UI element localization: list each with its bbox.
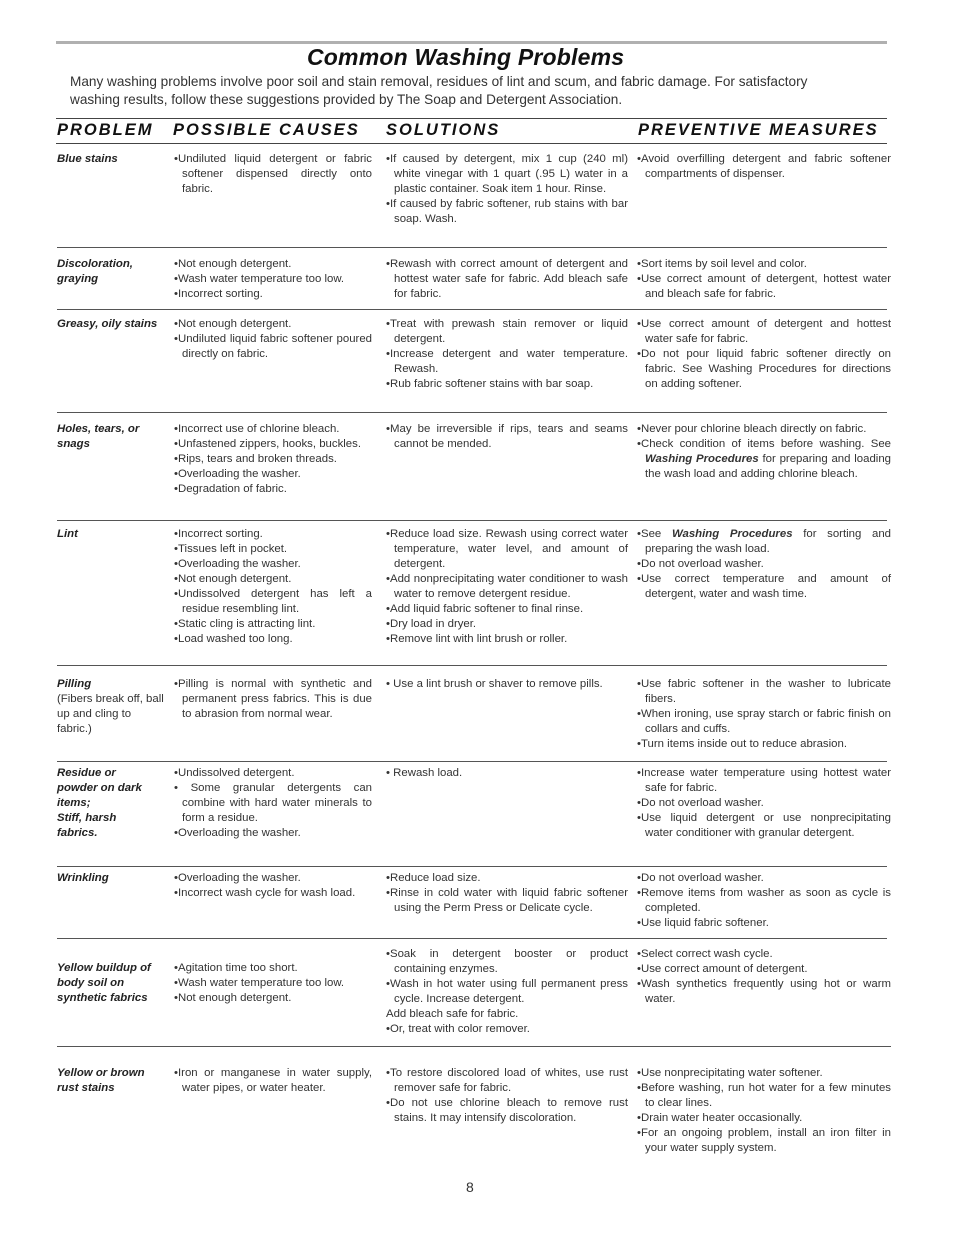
- preventive-item: • Sort items by soil level and color.: [637, 257, 891, 272]
- solutions-cell: [386, 1066, 628, 1126]
- preventive-cell: [637, 257, 891, 302]
- page-number: 8: [466, 1179, 474, 1195]
- preventive-cell: [637, 871, 891, 931]
- cause-item: • Tissues left in pocket.: [174, 542, 372, 557]
- cause-item: • Unfastened zippers, hooks, buckles.: [174, 437, 372, 452]
- preventive-text: Check condition of items before washing. See: [641, 438, 891, 450]
- preventive-item: • Use liquid detergent or use nonprecipitating water conditioner with granular detergent.: [637, 811, 891, 841]
- solution-item: • Rewash with correct amount of detergent and hottest water safe for fabric. Add bleach safe for fabric.: [386, 257, 628, 302]
- header-preventive-measures: PREVENTIVE MEASURES: [638, 121, 879, 139]
- preventive-item: • Use correct amount of detergent, hottest water and bleach safe for fabric.: [637, 272, 891, 302]
- solution-item: • Rinse in cold water with liquid fabric softener using the Perm Press or Delicate cycle.: [386, 886, 628, 916]
- problem-name: items;: [57, 797, 91, 809]
- cause-item: • Incorrect sorting.: [174, 287, 372, 302]
- preventive-cell: [637, 1066, 891, 1156]
- preventive-item: • Do not pour liquid fabric softener directly on fabric. See Washing Procedures for directions on adding softener.: [637, 347, 891, 392]
- solution-item: • Treat with prewash stain remover or liquid detergent.: [386, 317, 628, 347]
- problem-cell: [57, 961, 169, 1006]
- preventive-item: • Wash synthetics frequently using hot or warm water.: [637, 977, 891, 1007]
- preventive-item: • Increase water temperature using hottest water safe for fabric.: [637, 766, 891, 796]
- cause-item: • Incorrect wash cycle for wash load.: [174, 886, 372, 901]
- row-divider: [57, 761, 887, 762]
- row-divider: [57, 309, 887, 310]
- problem-name: Lint: [57, 528, 78, 540]
- preventive-item: • Do not overload washer.: [637, 557, 891, 572]
- row-divider: [57, 866, 887, 867]
- preventive-cell: [637, 422, 891, 482]
- solution-item: • Reduce load size. Rewash using correct water temperature, water level, and amount of detergent.: [386, 527, 628, 572]
- problem-name: Blue stains: [57, 153, 118, 165]
- cause-item: • Static cling is attracting lint.: [174, 617, 372, 632]
- preventive-item: [637, 437, 891, 482]
- preventive-item: • Never pour chlorine bleach directly on fabric.: [637, 422, 891, 437]
- cause-item: • Overloading the washer.: [174, 871, 372, 886]
- solution-item: Add bleach safe for fabric.: [386, 1008, 519, 1020]
- preventive-item: • Do not overload washer.: [637, 871, 891, 886]
- cause-item: • Wash water temperature too low.: [174, 272, 372, 287]
- causes-cell: [174, 1066, 372, 1096]
- preventive-item: • Avoid overfilling detergent and fabric softener compartments of dispenser.: [637, 152, 891, 182]
- preventive-cell: [637, 152, 891, 182]
- cause-item: • Load washed too long.: [174, 632, 372, 647]
- causes-cell: [174, 677, 372, 722]
- solution-item: • Wash in hot water using full permanent press cycle. Increase detergent.: [386, 977, 628, 1007]
- solution-item: • If caused by fabric softener, rub stains with bar soap. Wash.: [386, 197, 628, 227]
- cause-item: • Undiluted liquid detergent or fabric softener dispensed directly onto fabric.: [174, 152, 372, 197]
- preventive-item: • Turn items inside out to reduce abrasion.: [637, 737, 891, 752]
- preventive-item: • Do not overload washer.: [637, 796, 891, 811]
- cause-item: • Agitation time too short.: [174, 961, 372, 976]
- cause-item: • Pilling is normal with synthetic and permanent press fabrics. This is due to abrasion from normal wear.: [174, 677, 372, 722]
- problem-name: rust stains: [57, 1082, 115, 1094]
- solutions-cell: [386, 422, 628, 452]
- cause-item: • Degradation of fabric.: [174, 482, 372, 497]
- solutions-cell: [386, 766, 628, 781]
- solution-item: • Or, treat with color remover.: [386, 1022, 628, 1037]
- problem-name: synthetic fabrics: [57, 992, 148, 1004]
- solution-item: • Add liquid fabric softener to final rinse.: [386, 602, 628, 617]
- cause-item: • Overloading the washer.: [174, 467, 372, 482]
- problem-name: Greasy, oily stains: [57, 318, 158, 330]
- problem-description: (Fibers break off, ball up and cling to fabric.): [57, 693, 164, 735]
- solutions-cell: [386, 257, 628, 302]
- cause-item: • Some granular detergents can combine with hard water minerals to form a residue.: [174, 781, 372, 826]
- causes-cell: [174, 317, 372, 362]
- solutions-cell: [386, 527, 628, 647]
- preventive-item: • Use liquid fabric softener.: [637, 916, 891, 931]
- solution-item: • If caused by detergent, mix 1 cup (240 ml) white vinegar with 1 quart (.95 L) water in a plastic container. Soak item 1 hour. Rinse.: [386, 152, 628, 197]
- preventive-item: • Select correct wash cycle.: [637, 947, 891, 962]
- problem-name: Residue or: [57, 767, 116, 779]
- row-divider: [57, 938, 887, 939]
- solution-item: • Use a lint brush or shaver to remove pills.: [386, 677, 628, 692]
- preventive-text: for preparing and loading the wash load and adding chlorine bleach.: [645, 453, 891, 480]
- preventive-item: • Use correct temperature and amount of detergent, water and wash time.: [637, 572, 891, 602]
- problem-cell: [57, 527, 169, 542]
- solution-item: • Reduce load size.: [386, 871, 628, 886]
- solution-item: • To restore discolored load of whites, use rust remover safe for fabric.: [386, 1066, 628, 1096]
- solutions-cell: [386, 677, 628, 692]
- preventive-text: See: [641, 528, 672, 540]
- header-bottom-rule: [56, 143, 887, 144]
- cause-item: • Incorrect sorting.: [174, 527, 372, 542]
- problem-cell: [57, 766, 169, 841]
- preventive-cell: [637, 947, 891, 1007]
- solutions-cell: [386, 947, 628, 1037]
- problem-name: snags: [57, 438, 90, 450]
- cause-item: • Undissolved detergent.: [174, 766, 372, 781]
- problem-cell: [57, 871, 169, 886]
- preventive-item: • Before washing, run hot water for a few minutes to clear lines.: [637, 1081, 891, 1111]
- washing-procedures-ref: Washing Procedures: [671, 528, 793, 540]
- preventive-item: • Remove items from washer as soon as cycle is completed.: [637, 886, 891, 916]
- header-possible-causes: POSSIBLE CAUSES: [173, 121, 360, 139]
- problem-cell: [57, 677, 169, 737]
- causes-cell: [174, 422, 372, 497]
- preventive-item: • When ironing, use spray starch or fabric finish on collars and cuffs.: [637, 707, 891, 737]
- preventive-cell: [637, 677, 891, 752]
- header-problem: PROBLEM: [57, 121, 154, 139]
- preventive-text: for sorting and preparing the wash load.: [645, 528, 891, 555]
- solution-item: • Rewash load.: [386, 766, 628, 781]
- page-title: Common Washing Problems: [307, 44, 625, 70]
- problem-cell: [57, 422, 169, 452]
- solution-item: • Add nonprecipitating water conditioner to wash water to remove detergent residue.: [386, 572, 628, 602]
- problem-name: Stiff, harsh: [57, 812, 117, 824]
- causes-cell: [174, 871, 372, 901]
- solution-item: • Remove lint with lint brush or roller.: [386, 632, 628, 647]
- header-solutions: SOLUTIONS: [386, 121, 501, 139]
- problem-name: body soil on: [57, 977, 125, 989]
- problem-name: Holes, tears, or: [57, 423, 140, 435]
- problem-cell: [57, 152, 169, 167]
- solution-item: • Soak in detergent booster or product containing enzymes.: [386, 947, 628, 977]
- preventive-item: • For an ongoing problem, install an iron filter in your water supply system.: [637, 1126, 891, 1156]
- causes-cell: [174, 766, 372, 841]
- causes-cell: [174, 257, 372, 302]
- causes-cell: [174, 152, 372, 197]
- row-divider: [57, 1046, 891, 1047]
- cause-item: • Iron or manganese in water supply, water pipes, or water heater.: [174, 1066, 372, 1096]
- row-divider: [57, 247, 887, 248]
- problem-name: Wrinkling: [57, 872, 109, 884]
- causes-cell: [174, 961, 372, 1006]
- problem-name: Yellow or brown: [57, 1067, 145, 1079]
- preventive-item: • Use nonprecipitating water softener.: [637, 1066, 891, 1081]
- cause-item: • Not enough detergent.: [174, 991, 372, 1006]
- problem-cell: [57, 317, 169, 332]
- preventive-cell: [637, 527, 891, 602]
- cause-item: • Undiluted liquid fabric softener poured directly on fabric.: [174, 332, 372, 362]
- row-divider: [57, 520, 887, 521]
- cause-item: • Wash water temperature too low.: [174, 976, 372, 991]
- cause-item: • Not enough detergent.: [174, 572, 372, 587]
- cause-item: • Overloading the washer.: [174, 557, 372, 572]
- causes-cell: [174, 527, 372, 647]
- problem-name: Yellow buildup of: [57, 962, 151, 974]
- problem-cell: [57, 1066, 169, 1096]
- problem-cell: [57, 257, 169, 287]
- solutions-cell: [386, 317, 628, 392]
- preventive-item: • Use correct amount of detergent and hottest water safe for fabric.: [637, 317, 891, 347]
- solution-item: • Rub fabric softener stains with bar soap.: [386, 377, 628, 392]
- cause-item: • Undissolved detergent has left a residue resembling lint.: [174, 587, 372, 617]
- problem-name: Discoloration,: [57, 258, 133, 270]
- cause-item: • Not enough detergent.: [174, 257, 372, 272]
- solutions-cell: [386, 871, 628, 916]
- problem-name: graying: [57, 273, 99, 285]
- cause-item: • Incorrect use of chlorine bleach.: [174, 422, 372, 437]
- header-top-rule: [56, 118, 887, 119]
- solution-item: • Increase detergent and water temperature. Rewash.: [386, 347, 628, 377]
- problem-name: fabrics.: [57, 827, 98, 839]
- washing-procedures-ref: Washing Procedures: [645, 453, 759, 465]
- preventive-item: • Use correct amount of detergent.: [637, 962, 891, 977]
- problem-name: powder on dark: [57, 782, 142, 794]
- problem-name: Pilling: [57, 678, 92, 690]
- row-divider: [57, 412, 887, 413]
- solution-item: • Do not use chlorine bleach to remove rust stains. It may intensify discoloration.: [386, 1096, 628, 1126]
- row-divider: [57, 665, 887, 666]
- preventive-item: • Drain water heater occasionally.: [637, 1111, 891, 1126]
- cause-item: • Rips, tears and broken threads.: [174, 452, 372, 467]
- preventive-cell: [637, 317, 891, 392]
- cause-item: • Not enough detergent.: [174, 317, 372, 332]
- solutions-cell: [386, 152, 628, 227]
- cause-item: • Overloading the washer.: [174, 826, 372, 841]
- preventive-item: • Use fabric softener in the washer to lubricate fibers.: [637, 677, 891, 707]
- preventive-item: [637, 527, 891, 557]
- intro-paragraph: Many washing problems involve poor soil and stain removal, residues of lint and scum, and fabric damage. For satisfactory washing results, follow these suggestions provided by The Soap and Detergent Association.: [70, 74, 808, 107]
- solution-item: • May be irreversible if rips, tears and seams cannot be mended.: [386, 422, 628, 452]
- preventive-cell: [637, 766, 891, 841]
- solution-item: • Dry load in dryer.: [386, 617, 628, 632]
